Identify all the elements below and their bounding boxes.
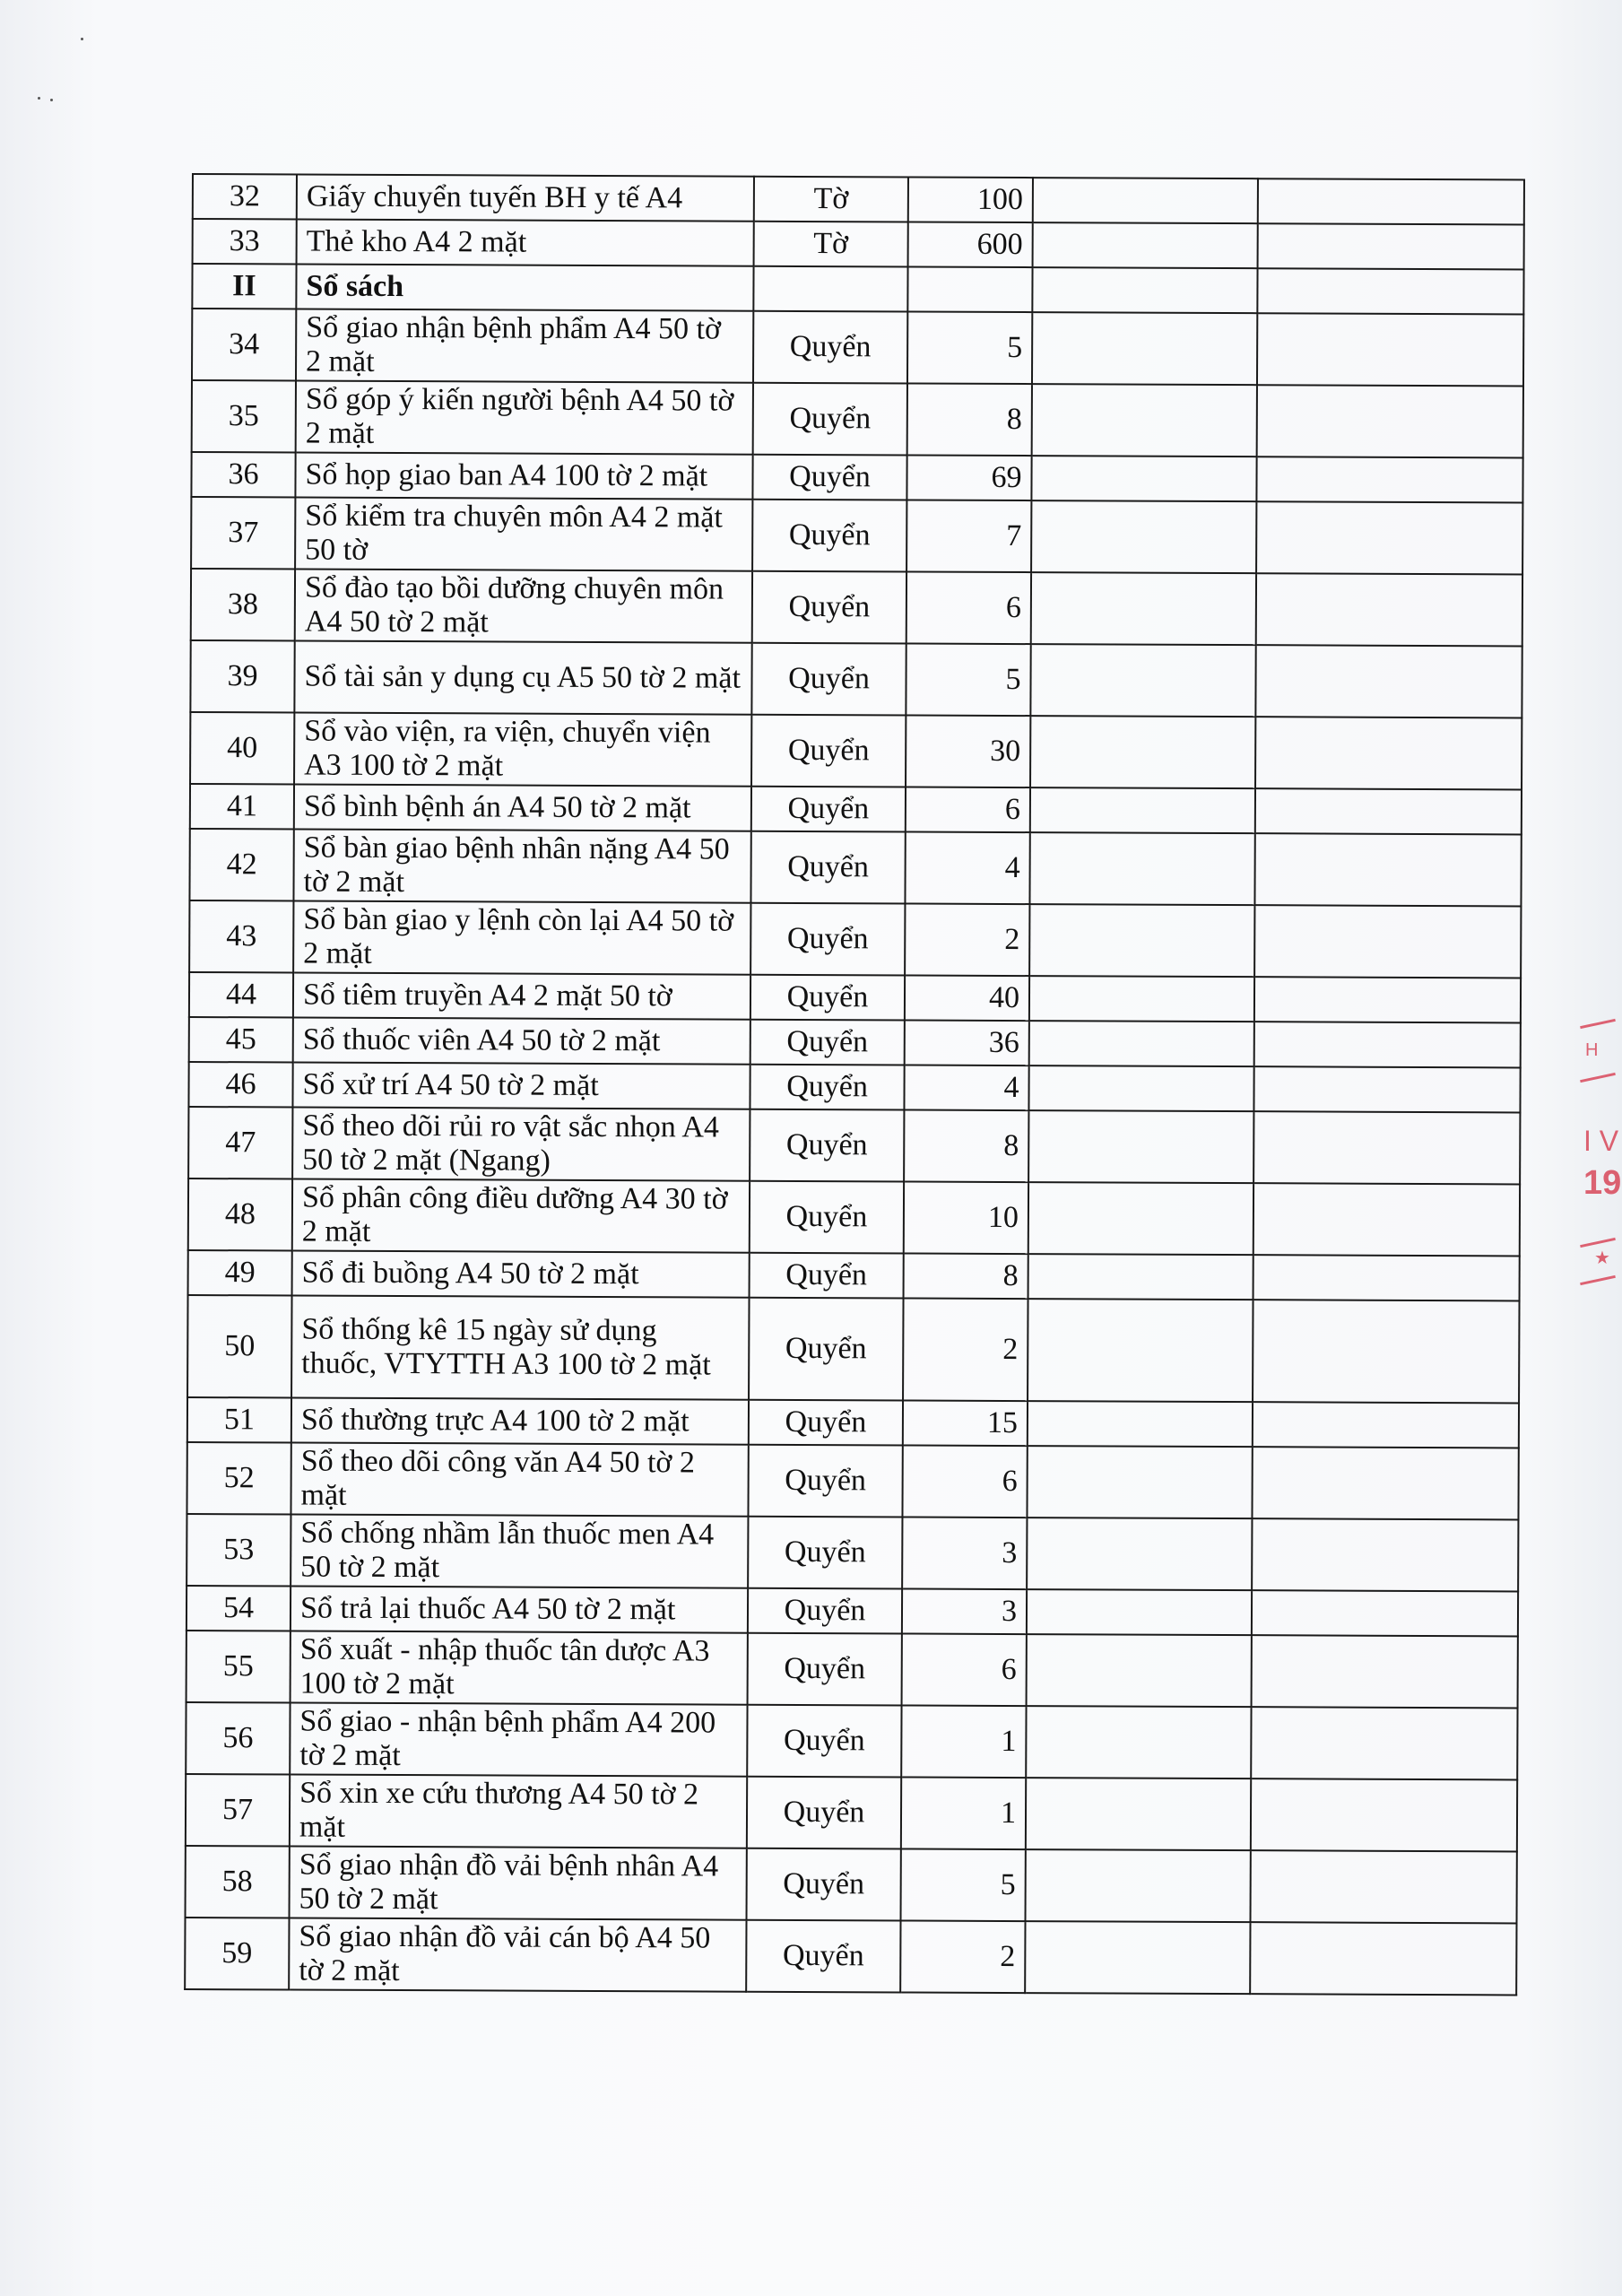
empty-cell xyxy=(1252,1447,1518,1519)
scan-speck xyxy=(38,97,40,100)
item-unit: Quyển xyxy=(750,1020,905,1065)
item-unit: Quyển xyxy=(752,455,906,500)
empty-cell xyxy=(1251,1850,1517,1923)
item-name: Sổ bàn giao bệnh nhân nặng A4 50 tờ 2 mặt xyxy=(293,830,750,903)
item-name: Thẻ kho A4 2 mặt xyxy=(297,220,754,266)
item-name: Sổ họp giao ban A4 100 tờ 2 mặt xyxy=(295,453,752,500)
empty-cell xyxy=(1258,223,1524,269)
row-number: 36 xyxy=(191,452,295,498)
empty-cell xyxy=(1027,1518,1252,1590)
stamp-border-line xyxy=(1580,1073,1616,1083)
item-unit: Quyển xyxy=(750,1109,904,1182)
row-number: 34 xyxy=(192,309,296,381)
row-number: 49 xyxy=(188,1250,292,1296)
row-number: 33 xyxy=(193,219,297,265)
empty-cell xyxy=(1031,500,1256,573)
item-unit: Quyển xyxy=(753,311,907,384)
section-heading-row xyxy=(192,264,1523,314)
item-unit: Quyển xyxy=(753,383,907,456)
item-name: Sổ tiêm truyền A4 2 mặt 50 tờ xyxy=(293,973,750,1020)
table-row xyxy=(190,784,1522,834)
stamp-fragment-upper: H xyxy=(1585,1040,1599,1060)
row-number: 35 xyxy=(192,380,296,453)
empty-cell xyxy=(1253,1111,1520,1184)
empty-cell xyxy=(1032,312,1257,385)
row-number: 52 xyxy=(186,1442,291,1515)
item-quantity: 8 xyxy=(904,1253,1028,1299)
empty-cell xyxy=(1033,178,1258,223)
row-number: 32 xyxy=(193,174,297,220)
item-unit: Quyển xyxy=(751,715,906,787)
row-number: 54 xyxy=(186,1586,291,1631)
row-number: 40 xyxy=(190,712,294,785)
table-row xyxy=(188,1107,1520,1184)
empty-cell xyxy=(907,266,1032,312)
item-unit: Quyển xyxy=(750,903,905,976)
item-name: Sổ thống kê 15 ngày sử dụng thuốc, VTYTTH A3 100 tờ 2 mặt xyxy=(291,1295,749,1399)
empty-cell xyxy=(1256,501,1522,574)
scan-speck xyxy=(81,38,83,40)
empty-cell xyxy=(1258,178,1524,224)
empty-cell xyxy=(753,266,907,312)
empty-cell xyxy=(1253,1402,1519,1448)
item-name: Sổ bàn giao y lệnh còn lại A4 50 tờ 2 mặt xyxy=(293,901,750,975)
item-unit: Quyển xyxy=(752,571,906,644)
item-quantity: 100 xyxy=(908,177,1033,222)
item-quantity: 6 xyxy=(906,787,1030,832)
table-row xyxy=(191,452,1522,502)
row-number: 42 xyxy=(189,829,293,901)
item-name: Sổ thuốc viên A4 50 tờ 2 mặt xyxy=(293,1018,750,1065)
item-name: Sổ xử trí A4 50 tờ 2 mặt xyxy=(292,1063,750,1109)
row-number: 37 xyxy=(191,497,295,570)
table-row xyxy=(193,174,1524,224)
item-unit: Quyển xyxy=(752,500,906,572)
row-number: 57 xyxy=(186,1774,290,1847)
item-name: Sổ góp ý kiến người bệnh A4 50 tờ 2 mặt xyxy=(296,381,753,455)
row-number: 53 xyxy=(186,1514,291,1587)
item-quantity: 2 xyxy=(903,1298,1028,1401)
empty-cell xyxy=(1028,1182,1253,1255)
table-row xyxy=(186,1846,1517,1923)
table-row xyxy=(186,1586,1518,1636)
item-quantity: 1 xyxy=(901,1777,1026,1849)
empty-cell xyxy=(1255,788,1522,834)
item-name: Sổ trả lại thuốc A4 50 tờ 2 mặt xyxy=(291,1586,748,1632)
row-number: 58 xyxy=(186,1846,290,1918)
supplies-table-body xyxy=(185,174,1524,1995)
section-title: Sổ sách xyxy=(296,265,753,311)
empty-cell xyxy=(1032,267,1257,313)
empty-cell xyxy=(1253,1066,1520,1112)
table-row xyxy=(189,972,1521,1022)
item-quantity: 5 xyxy=(901,1848,1026,1921)
item-quantity: 1 xyxy=(901,1705,1026,1778)
empty-cell xyxy=(1028,1401,1253,1447)
item-unit: Quyển xyxy=(746,1920,900,1993)
empty-cell xyxy=(1255,645,1522,718)
item-quantity: 3 xyxy=(902,1517,1027,1589)
empty-cell xyxy=(1030,644,1255,717)
item-name: Sổ giao nhận đồ vải cán bộ A4 50 tờ 2 mặt xyxy=(289,1918,746,1991)
item-quantity: 5 xyxy=(906,643,1030,716)
row-number: 39 xyxy=(190,640,294,713)
row-number: 50 xyxy=(187,1295,291,1398)
table-row xyxy=(191,497,1522,574)
item-unit: Quyển xyxy=(750,975,905,1021)
empty-cell xyxy=(1255,717,1522,789)
item-unit: Quyển xyxy=(748,1445,902,1518)
empty-cell xyxy=(1033,222,1258,268)
item-name: Sổ xin xe cứu thương A4 50 tờ 2 mặt xyxy=(290,1774,747,1848)
item-name: Sổ theo dõi rủi ro vật sắc nhọn A4 50 tờ 2 mặt (Ngang) xyxy=(292,1108,750,1181)
scan-speck xyxy=(50,99,53,101)
row-number: 56 xyxy=(186,1702,290,1775)
stamp-fragment-middle: I V xyxy=(1583,1125,1619,1157)
row-number: 55 xyxy=(186,1631,291,1703)
table-row xyxy=(189,1017,1521,1067)
item-quantity: 4 xyxy=(904,1065,1028,1110)
empty-cell xyxy=(1026,1706,1251,1779)
row-number: 41 xyxy=(190,784,294,830)
empty-cell xyxy=(1029,904,1254,977)
empty-cell xyxy=(1254,905,1521,978)
table-row xyxy=(190,640,1522,718)
empty-cell xyxy=(1027,1446,1252,1518)
empty-cell xyxy=(1251,1779,1517,1851)
section-number: II xyxy=(192,264,296,309)
item-unit: Quyển xyxy=(750,1065,904,1110)
table-row xyxy=(189,829,1521,906)
table-row xyxy=(187,1295,1519,1403)
item-name: Sổ bình bệnh án A4 50 tờ 2 mặt xyxy=(294,785,751,831)
stamp-border-line xyxy=(1580,1275,1616,1285)
empty-cell xyxy=(1028,1110,1253,1183)
item-unit: Quyển xyxy=(748,1588,902,1634)
item-unit: Quyển xyxy=(749,1400,903,1446)
table-row xyxy=(186,1774,1517,1851)
empty-cell xyxy=(1028,1065,1253,1111)
table-row xyxy=(190,712,1522,789)
item-unit: Quyển xyxy=(751,787,906,832)
empty-cell xyxy=(1027,1634,1252,1707)
item-name: Sổ tài sản y dụng cụ A5 50 tờ 2 mặt xyxy=(294,641,751,715)
empty-cell xyxy=(1252,1518,1518,1591)
item-unit: Quyển xyxy=(750,1181,904,1254)
item-unit: Quyển xyxy=(747,1777,901,1849)
empty-cell xyxy=(1032,384,1257,457)
item-name: Giấy chuyển tuyến BH y tế A4 xyxy=(297,175,754,222)
stamp-border-line xyxy=(1580,1019,1616,1029)
item-name: Sổ giao - nhận bệnh phẩm A4 200 tờ 2 mặt xyxy=(290,1702,747,1776)
empty-cell xyxy=(1026,1849,1251,1922)
item-unit: Tờ xyxy=(754,222,908,267)
empty-cell xyxy=(1030,716,1255,788)
empty-cell xyxy=(1253,1255,1520,1300)
item-quantity: 15 xyxy=(903,1400,1028,1446)
empty-cell xyxy=(1253,1300,1519,1403)
empty-cell xyxy=(1031,456,1256,501)
empty-cell xyxy=(1253,1183,1520,1256)
item-quantity: 4 xyxy=(905,831,1029,904)
empty-cell xyxy=(1254,977,1521,1022)
item-name: Sổ theo dõi công văn A4 50 tờ 2 mặt xyxy=(291,1442,748,1516)
item-quantity: 30 xyxy=(906,715,1030,787)
item-unit: Quyển xyxy=(747,1705,901,1778)
item-quantity: 3 xyxy=(902,1588,1027,1634)
empty-cell xyxy=(1026,1778,1251,1850)
table-row xyxy=(188,1250,1520,1300)
empty-cell xyxy=(1252,1635,1518,1708)
empty-cell xyxy=(1257,268,1523,314)
item-quantity: 2 xyxy=(900,1920,1025,1993)
stamp-star-icon: ★ xyxy=(1594,1248,1610,1268)
item-quantity: 5 xyxy=(907,311,1032,384)
item-name: Sổ kiểm tra chuyên môn A4 2 mặt 50 tờ xyxy=(295,498,752,571)
stamp-fragment-lower: 19 xyxy=(1583,1164,1622,1202)
item-quantity: 8 xyxy=(904,1109,1028,1182)
empty-cell xyxy=(1256,457,1522,502)
item-quantity: 69 xyxy=(906,455,1031,500)
item-quantity: 6 xyxy=(902,1633,1027,1706)
empty-cell xyxy=(1028,1254,1253,1300)
table-row xyxy=(189,900,1521,978)
empty-cell xyxy=(1027,1589,1252,1635)
item-name: Sổ đào tạo bồi dưỡng chuyên môn A4 50 tờ 2 mặt xyxy=(295,570,752,643)
row-number: 43 xyxy=(189,900,293,973)
empty-cell xyxy=(1025,1921,1250,1994)
item-quantity: 2 xyxy=(905,903,1029,976)
table-row xyxy=(186,1442,1518,1519)
table-row xyxy=(193,219,1524,269)
table-row xyxy=(188,1062,1520,1112)
item-name: Sổ giao nhận đồ vải bệnh nhân A4 50 tờ 2 mặt xyxy=(290,1846,747,1919)
empty-cell xyxy=(1028,1299,1253,1402)
row-number: 46 xyxy=(188,1062,292,1108)
item-name: Sổ phân công điều dưỡng A4 30 tờ 2 mặt xyxy=(292,1178,750,1252)
empty-cell xyxy=(1257,313,1523,386)
empty-cell xyxy=(1256,573,1522,646)
item-name: Sổ xuất - nhập thuốc tân dược A3 100 tờ 2 mặt xyxy=(291,1631,748,1704)
row-number: 47 xyxy=(188,1107,292,1179)
item-unit: Quyển xyxy=(749,1298,903,1401)
table-row xyxy=(192,380,1523,457)
empty-cell xyxy=(1257,385,1523,457)
row-number: 38 xyxy=(191,569,295,641)
table-row xyxy=(186,1702,1517,1779)
row-number: 59 xyxy=(185,1918,289,1990)
item-quantity: 10 xyxy=(904,1181,1028,1254)
item-quantity: 40 xyxy=(905,975,1029,1021)
item-unit: Quyển xyxy=(747,1848,901,1921)
empty-cell xyxy=(1254,1022,1521,1067)
empty-cell xyxy=(1029,976,1254,1022)
row-number: 44 xyxy=(189,972,293,1018)
empty-cell xyxy=(1029,832,1254,905)
empty-cell xyxy=(1250,1922,1516,1995)
table-row xyxy=(185,1918,1516,1995)
empty-cell xyxy=(1251,1707,1517,1779)
item-quantity: 8 xyxy=(907,383,1032,456)
item-unit: Quyển xyxy=(750,1253,904,1299)
table-row xyxy=(186,1631,1518,1708)
row-number: 51 xyxy=(187,1397,291,1443)
item-quantity: 36 xyxy=(905,1020,1029,1065)
item-unit: Quyển xyxy=(748,1633,902,1706)
item-quantity: 600 xyxy=(908,222,1033,267)
empty-cell xyxy=(1252,1590,1518,1636)
table-row xyxy=(191,569,1522,646)
supplies-table xyxy=(184,173,1525,1996)
item-unit: Quyển xyxy=(751,643,906,716)
item-name: Sổ chống nhầm lẫn thuốc men A4 50 tờ 2 mặt xyxy=(291,1514,748,1587)
item-unit: Quyển xyxy=(748,1517,902,1589)
empty-cell xyxy=(1031,572,1256,645)
row-number: 48 xyxy=(188,1178,292,1251)
item-name: Sổ đi buồng A4 50 tờ 2 mặt xyxy=(292,1250,750,1297)
row-number: 45 xyxy=(189,1017,293,1063)
item-unit: Tờ xyxy=(754,177,908,222)
item-quantity: 6 xyxy=(902,1445,1027,1518)
item-name: Sổ vào viện, ra viện, chuyển viện A3 100 tờ 2 mặt xyxy=(294,713,751,787)
table-row xyxy=(187,1397,1519,1448)
empty-cell xyxy=(1254,833,1521,906)
table-row xyxy=(192,309,1523,386)
empty-cell xyxy=(1030,787,1255,833)
item-name: Sổ thường trực A4 100 tờ 2 mặt xyxy=(291,1397,749,1444)
table-row xyxy=(188,1178,1520,1256)
item-quantity: 6 xyxy=(906,571,1031,644)
table-row xyxy=(186,1514,1518,1591)
empty-cell xyxy=(1029,1021,1254,1066)
item-name: Sổ giao nhận bệnh phẩm A4 50 tờ 2 mặt xyxy=(296,309,753,383)
item-quantity: 7 xyxy=(906,500,1031,572)
item-unit: Quyển xyxy=(750,831,905,904)
